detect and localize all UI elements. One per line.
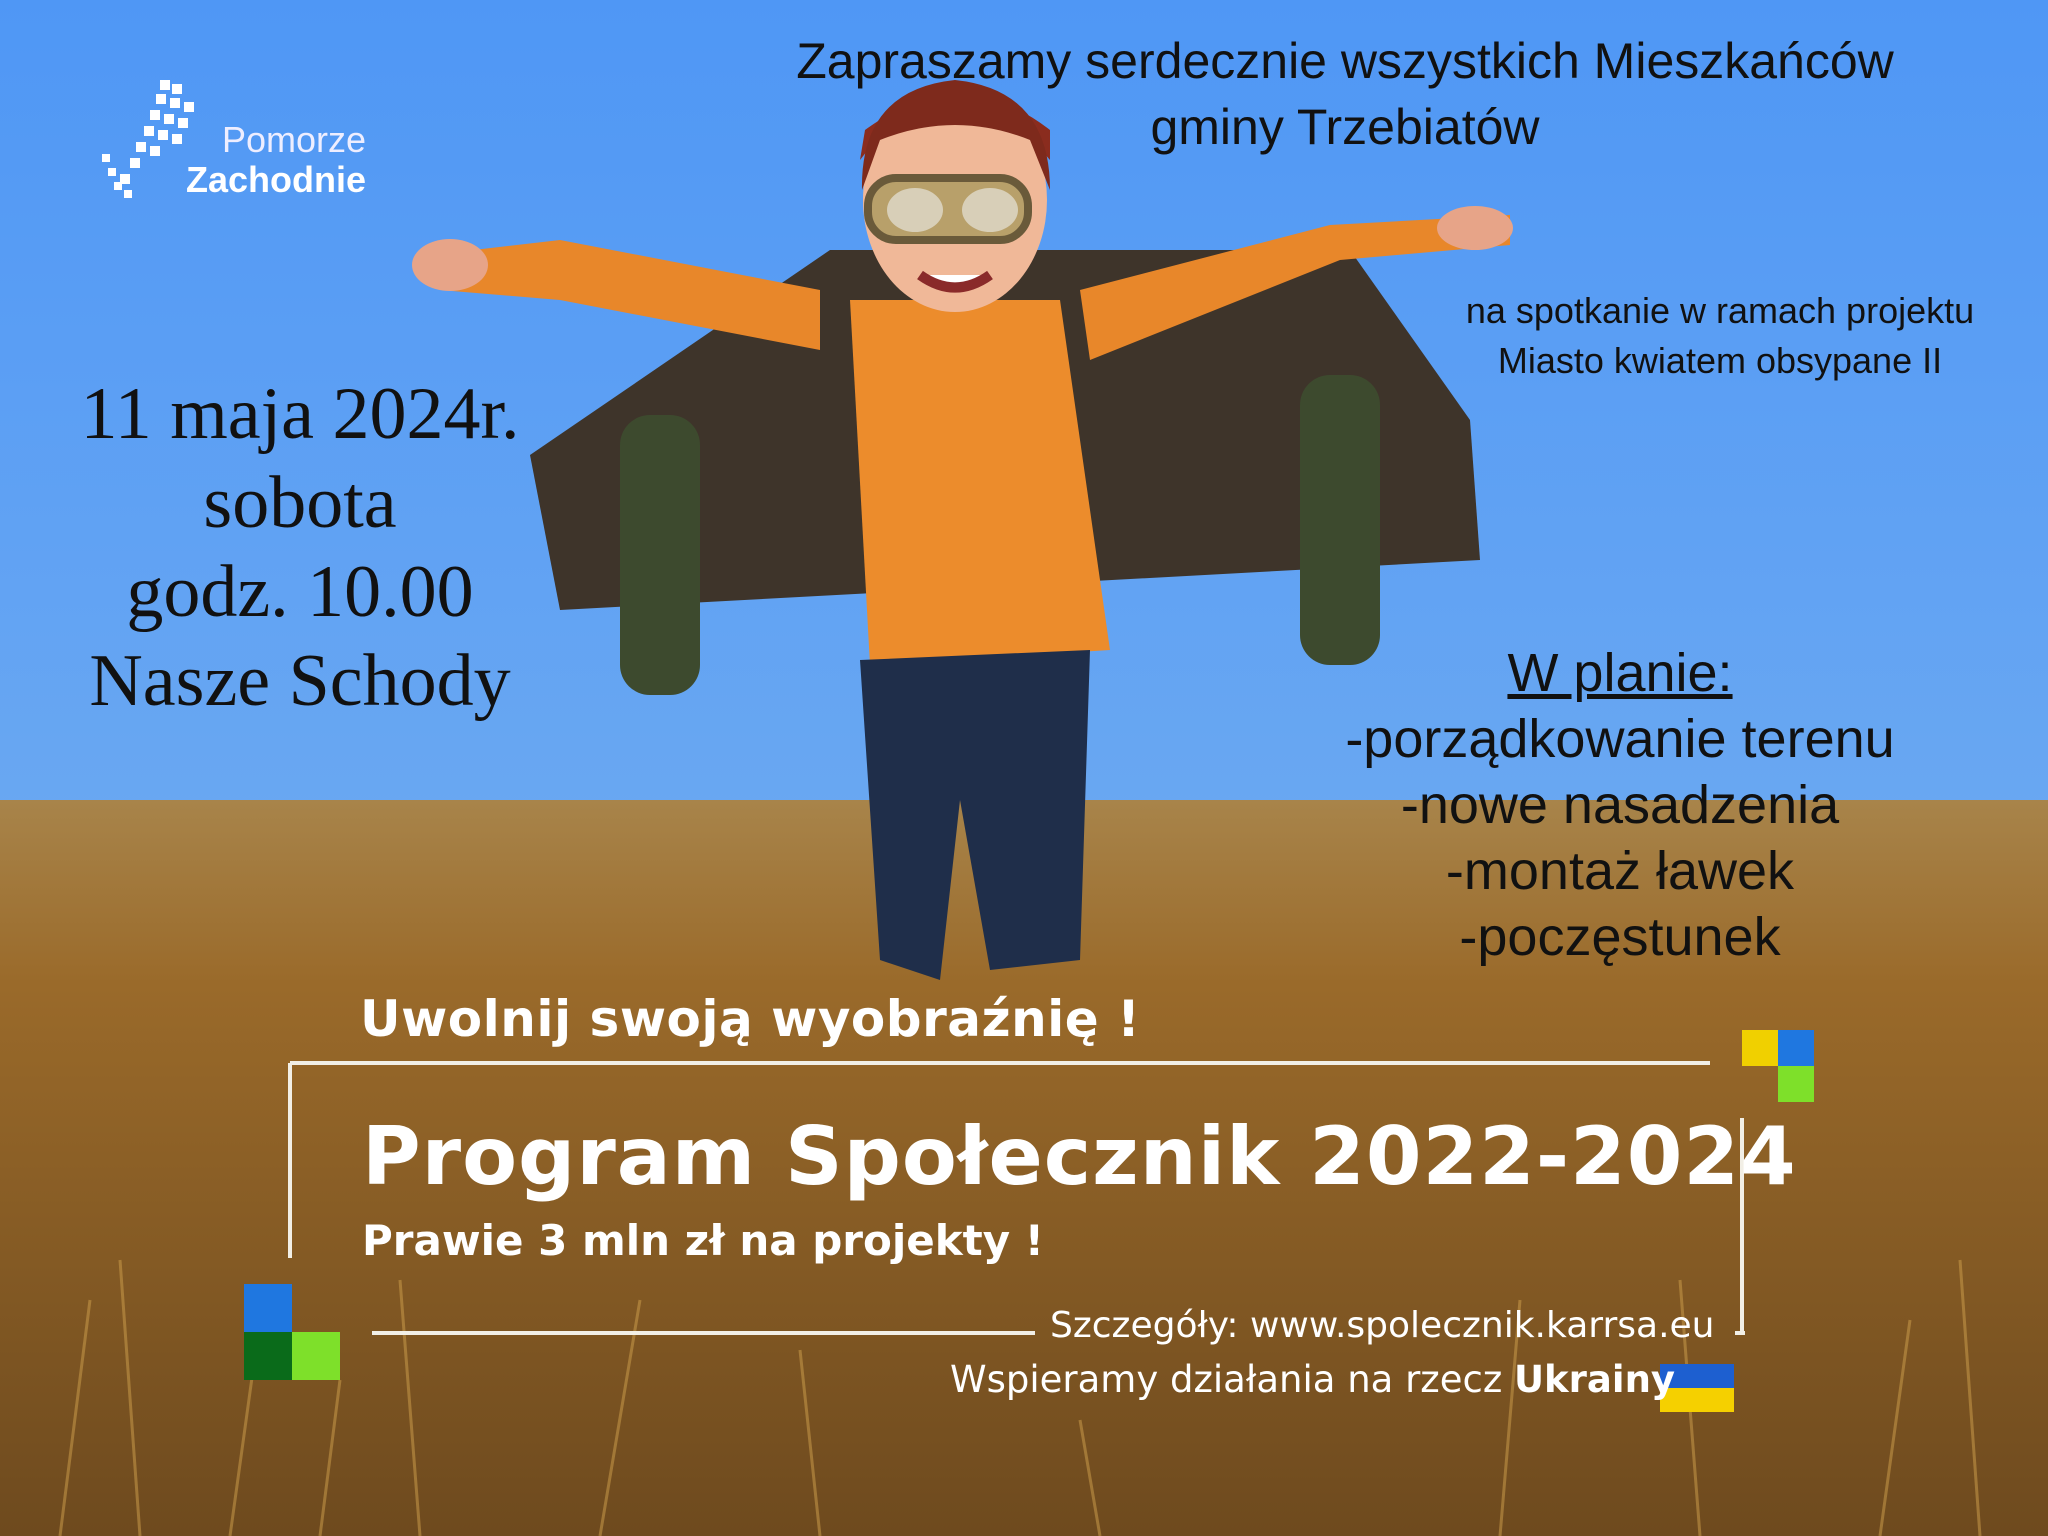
square-blue [1778, 1030, 1814, 1066]
project-line1: na spotkanie w ramach projektu [1465, 290, 1975, 331]
project-line2: Miasto kwiatem obsypane II [1497, 340, 1943, 381]
program-title: Program Społecznik 2022-2024 [362, 1110, 1797, 1203]
event-date: 11 maja 2024r. [80, 373, 520, 455]
logo-line1: Pomorze [222, 119, 367, 160]
ukraine-support [950, 1358, 1675, 1401]
program-slogan: Uwolnij swoją wyobraźnię ! [360, 990, 1141, 1048]
event-time: godz. 10.00 [126, 551, 474, 633]
plan-heading: W planie: [1507, 643, 1733, 703]
ukraine-bold: Ukrainy [1514, 1358, 1676, 1401]
plan-item: -montaż ławek [1445, 841, 1795, 901]
square-yellow [1742, 1030, 1778, 1066]
square-green [1778, 1066, 1814, 1102]
invitation-line1: Zapraszamy serdecznie wszystkich Mieszkańców [796, 33, 1894, 89]
plan-item: -nowe nasadzenia [1400, 775, 1840, 835]
square-green-2 [292, 1332, 340, 1380]
logo-line2: Zachodnie [186, 159, 367, 200]
square-dark-green [244, 1332, 292, 1380]
square-blue-2 [244, 1284, 292, 1332]
program-subtitle: Prawie 3 mln zł na projekty ! [362, 1216, 1044, 1265]
invitation-line2: gminy Trzebiatów [1150, 99, 1540, 155]
program-details-link[interactable]: Szczegóły: www.spolecznik.karrsa.eu [1050, 1305, 1715, 1346]
plan-item: -poczęstunek [1459, 907, 1781, 967]
plan-item: -porządkowanie terenu [1345, 709, 1895, 769]
event-place: Nasze Schody [89, 640, 511, 722]
event-day: sobota [203, 462, 397, 544]
ukraine-prefix: Wspieramy działania na rzecz [950, 1358, 1503, 1401]
